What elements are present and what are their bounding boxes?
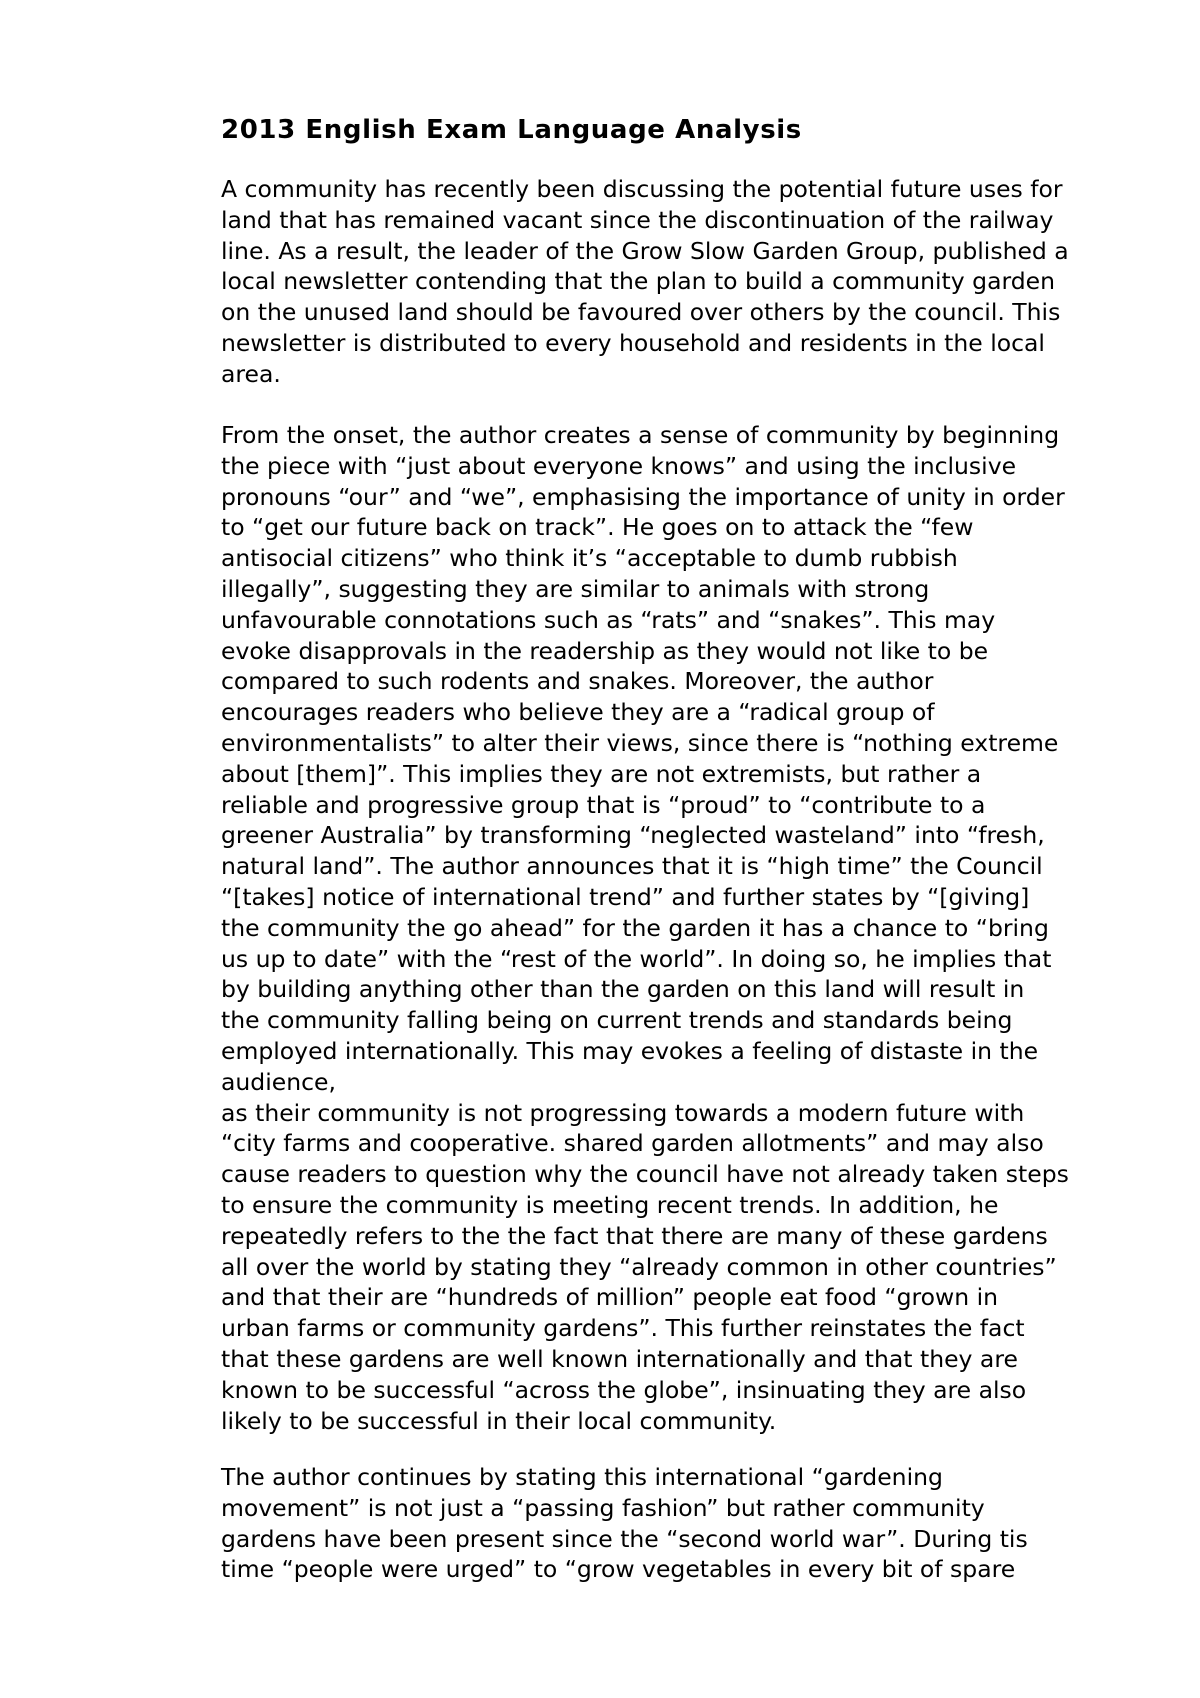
paragraph-introduction: [221, 174, 1069, 390]
text-line: reliable and progressive group that is “proud” to “contribute to a: [221, 790, 986, 819]
text-line: natural land”. The author announces that it is “high time” the Council: [221, 852, 1043, 881]
text-line: greener Australia” by transforming “neglected wasteland” into “fresh,: [221, 821, 1045, 850]
text-line: that these gardens are well known internationally and that they are: [221, 1344, 1018, 1373]
text-line: the piece with “just about everyone knows” and using the inclusive: [221, 451, 1017, 480]
text-line: A community has recently been discussing the potential future uses for: [221, 175, 1063, 203]
text-line: compared to such rodents and snakes. Moreover, the author: [221, 667, 934, 696]
text-line: audience,: [221, 1067, 336, 1096]
text-line: land that has remained vacant since the discontinuation of the railway: [221, 205, 1054, 234]
text-line: “[takes] notice of international trend” and further states by “[giving]: [221, 882, 1030, 911]
text-line: antisocial citizens” who think it’s “acceptable to dumb rubbish: [221, 544, 958, 573]
text-line: and that their are “hundreds of million” people eat food “grown in: [221, 1283, 999, 1312]
text-line: the community the go ahead” for the garden it has a chance to “bring: [221, 913, 1049, 942]
text-line: us up to date” with the “rest of the world”. In doing so, he implies that: [221, 944, 1052, 973]
text-line: repeatedly refers to the the fact that there are many of these gardens: [221, 1221, 1048, 1250]
text-line: From the onset, the author creates a sense of community by beginning: [221, 421, 1060, 449]
text-line: newsletter is distributed to every household and residents in the local: [221, 328, 1045, 357]
text-line: on the unused land should be favoured over others by the council. This: [221, 298, 1061, 327]
text-line: line. As a result, the leader of the Grow Slow Garden Group, published a: [221, 236, 1069, 265]
paragraph-body-2: [221, 1462, 1028, 1585]
text-line: likely to be successful in their local community.: [221, 1406, 777, 1435]
document-title: 2013 English Exam Language Analysis: [221, 115, 802, 145]
text-line: environmentalists” to alter their views, since there is “nothing extreme: [221, 728, 1059, 757]
text-line: illegally”, suggesting they are similar to animals with strong: [221, 574, 930, 603]
paragraph-body-1: [221, 420, 1069, 1436]
text-line: employed internationally. This may evokes a feeling of distaste in the: [221, 1036, 1039, 1065]
text-line: movement” is not just a “passing fashion” but rather community: [221, 1493, 985, 1522]
text-line: as their community is not progressing towards a modern future with: [221, 1098, 1025, 1127]
text-line: time “people were urged” to “grow vegetables in every bit of spare: [221, 1555, 1016, 1584]
text-line: all over the world by stating they “already common in other countries”: [221, 1252, 1057, 1281]
text-line: to “get our future back on track”. He goes on to attack the “few: [221, 513, 974, 542]
text-line: gardens have been present since the “second world war”. During tis: [221, 1524, 1028, 1553]
text-line: local newsletter contending that the plan to build a community garden: [221, 267, 1055, 296]
text-line: unfavourable connotations such as “rats” and “snakes”. This may: [221, 605, 996, 634]
text-line: cause readers to question why the council have not already taken steps: [221, 1160, 1069, 1189]
text-line: evoke disapprovals in the readership as they would not like to be: [221, 636, 989, 665]
text-line: to ensure the community is meeting recent trends. In addition, he: [221, 1190, 999, 1219]
text-line: by building anything other than the garden on this land will result in: [221, 975, 1025, 1004]
text-line: “city farms and cooperative. shared garden allotments” and may also: [221, 1129, 1044, 1158]
text-line: about [them]”. This implies they are not extremists, but rather a: [221, 759, 982, 788]
text-line: pronouns “our” and “we”, emphasising the importance of unity in order: [221, 482, 1065, 511]
text-line: The author continues by stating this international “gardening: [221, 1463, 943, 1491]
text-line: known to be successful “across the globe”, insinuating they are also: [221, 1375, 1027, 1404]
text-line: encourages readers who believe they are a “radical group of: [221, 698, 935, 727]
text-line: area.: [221, 359, 281, 388]
text-line: urban farms or community gardens”. This further reinstates the fact: [221, 1314, 1025, 1343]
text-line: the community falling being on current trends and standards being: [221, 1006, 1013, 1035]
